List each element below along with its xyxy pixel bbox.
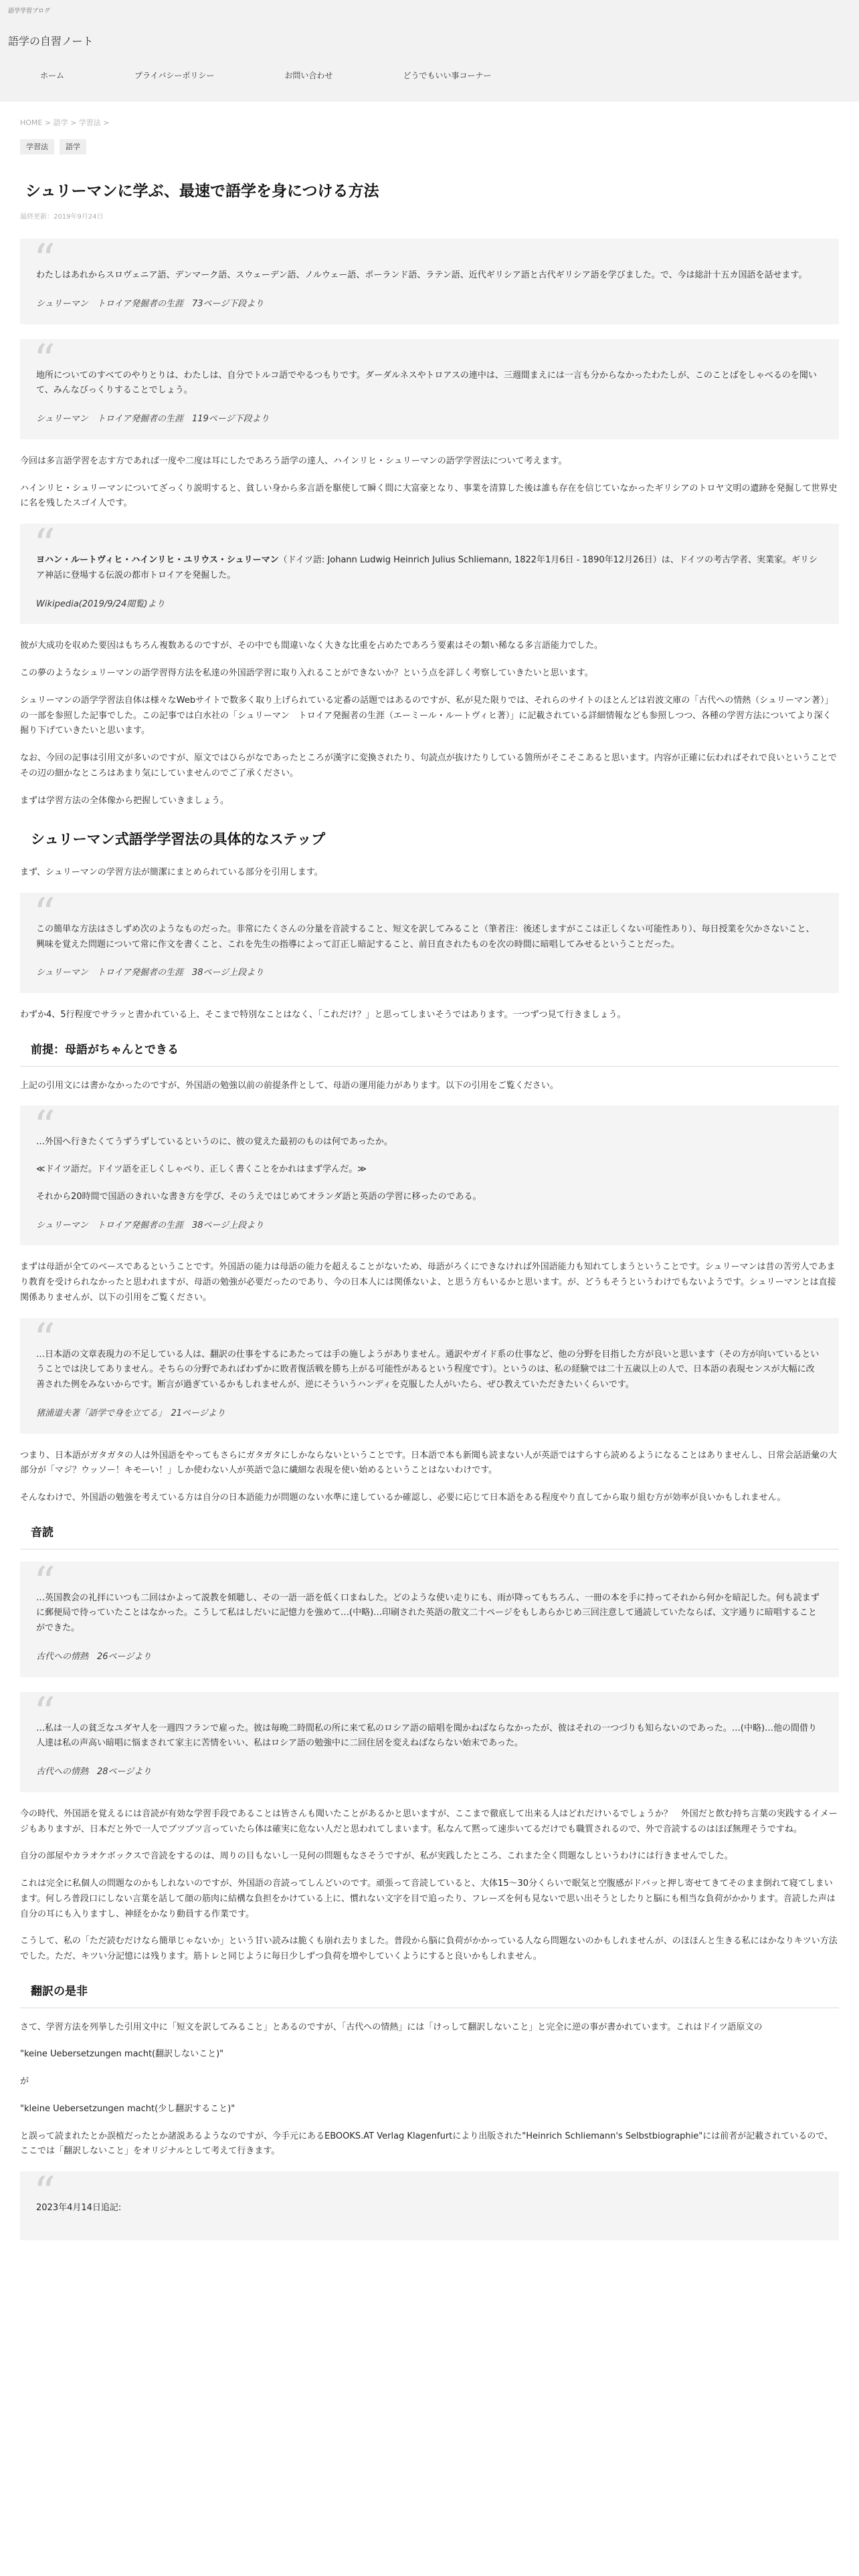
site-title-link[interactable]: 語学の自習ノート xyxy=(8,35,94,47)
paragraph: まず、シュリーマンの学習方法が簡潔にまとめられている部分を引用します。 xyxy=(20,867,323,877)
paragraph: "kleine Uebersetzungen macht(少し翻訳すること)" xyxy=(20,2103,235,2114)
quote-citation: 猪浦道夫著「語学で身を立てる」 21ページより xyxy=(36,1408,225,1418)
nav-contact[interactable]: お問い合わせ xyxy=(284,71,333,80)
quote-line: “ …外国へ行きたくてうずうずしているというのに、彼の覚えた最初のものは何であったか。 xyxy=(36,1137,393,1148)
quote-text: “ わたしはあれからスロヴェニア語、デンマーク語、スウェーデン語、ノルウェー語、ポーランド語、ラテン語、近代ギリシア語と古代ギリシア語を学びました。で、今は総計十五カ国語を話せます。 xyxy=(36,270,807,280)
nav-home[interactable]: ホーム xyxy=(40,71,65,80)
quote-citation: シュリーマン トロイア発掘者の生涯 38ページ上段より xyxy=(36,1220,264,1230)
paragraph: と誤って読まれたとか誤植だったとか諸説あるようなのですが、今手元にあるEBOOKS.AT Verlag Klagenfurtにより出版された"Heinrich Schliemann's Selbstbiographie"には前者が記載されているので、ここでは「翻訳しないこと」をオリジナルとして考えて行きます。 xyxy=(20,2131,833,2157)
paragraph: "keine Uebersetzungen macht(翻訳しないこと)" xyxy=(20,2049,224,2060)
paragraph: これは完全に私個人の問題なのかもしれないのですが、外国語の音読ってしんどいのです。頑張って音読していると、大体15〜30分くらいで眠気と空腹感がドバッと押し寄せてきてそのまま倒れて寝てしまいます。何しろ普段口にしない言葉を話して顔の筋肉に結構な負担をかけている上に、慣れない文字を目で追ったり、フレーズを何も見ないで思い出そうとしたりと脳にも相当な負荷がかかります。音読した声は自分の耳にも入りますし、神経をかなり動員する作業です。 xyxy=(20,1879,836,1919)
paragraph: まずは学習方法の全体像から把握していきましょう。 xyxy=(20,795,229,806)
paragraph: ハインリヒ・シュリーマンについてざっくり説明すると、貧しい身から多言語を駆使して瞬く間に大富豪となり、事業を清算した後は誰も存在を信じていなかったギリシアのトロヤ文明の遺跡を発掘して世界史に名を残したスゴイ人です。 xyxy=(20,483,838,509)
paragraph: まずは母語が全てのベースであるということです。外国語の能力は母語の能力を超えることがないため、母語がろくにできなければ外国語能力も知れてしまうということです。シュリーマンは昔の苦労人であまり教育を受けられなかったと思われますが、母語の勉強が必要だったのであり、今の日本人には関係ないよ、と思う方もいるかと思います。が、どうもそうというわけでもないようです。シュリーマンとは直接関係ありませんが、以下の引用をご覧ください。 xyxy=(20,1262,836,1303)
quote-line: ≪ドイツ語だ。ドイツ語を正しくしゃべり、正しく書くことをかれはまず学んだ。≫ xyxy=(36,1164,367,1174)
category-tag-language[interactable]: 語学 xyxy=(60,139,86,154)
paragraph: 自分の部屋やカラオケボックスで音読をするのは、周りの目もないし一見何の問題もなさそうですが、私が実践したところ、これまた全く問題なしというわけには行きませんでした。 xyxy=(20,1851,733,1862)
blockquote xyxy=(20,1318,839,1434)
blockquote xyxy=(20,339,839,439)
nav-privacy-policy[interactable]: プライバシーポリシー xyxy=(134,71,215,80)
paragraph: わずか4、5行程度でサラッと書かれている上、そこまで特別なことはなく、「これだけ？」と思ってしまいそうではあります。一つずつ見て行きましょう。 xyxy=(20,1010,626,1020)
nav-misc-corner[interactable]: どうでもいい事コーナー xyxy=(403,71,492,80)
quote-citation[interactable]: Wikipedia(2019/9/24閲覧)より xyxy=(36,599,165,609)
quote-text-rest: （ドイツ語: Johann Ludwig Heinrich Julius Schliemann, 1822年1月6日 - 1890年12月26日）は、ドイツの考古学者、実業家。ギリシア神話に登場する伝説の都市トロイアを発掘した。 xyxy=(36,555,818,580)
paragraph: シュリーマンの語学学習法自体は様々なWebサイトで数多く取り上げられている定番の話題ではあるのですが、私が見た限りでは、それらのサイトのほとんどは岩波文庫の「古代への情熱（シュリーマン著）」の一部を参照した記事でした。この記事では白水社の「シュリーマン トロイア発掘者の生涯（エーミール・ルートヴィヒ著）」に記載されている詳細情報なども参照しつつ、各種の学習方法についてより深く掘り下げていきたいと思います。 xyxy=(20,695,834,736)
category-tags xyxy=(20,139,86,154)
subheading-prerequisite: 前提：母語がちゃんとできる xyxy=(20,1041,839,1067)
blockquote xyxy=(20,1692,839,1792)
section-heading-steps: シュリーマン式語学学習法の具体的なステップ xyxy=(31,831,326,848)
quote-name: ヨハン・ルートヴィヒ・ハインリヒ・ユリウス・シュリーマン xyxy=(36,555,279,565)
site-header xyxy=(0,0,859,102)
blockquote xyxy=(20,2171,839,2240)
blockquote xyxy=(20,1562,839,1677)
paragraph: が xyxy=(20,2076,29,2086)
quote-citation: シュリーマン トロイア発掘者の生涯 73ページ下段より xyxy=(36,298,264,309)
blockquote xyxy=(20,524,839,624)
subheading-reading-aloud: 音読 xyxy=(20,1523,839,1549)
blockquote xyxy=(20,893,839,993)
quote-citation: シュリーマン トロイア発掘者の生涯 38ページ上段より xyxy=(36,968,264,978)
quote-citation: 古代への情熱 28ページより xyxy=(36,1767,152,1777)
category-tag-study-method[interactable]: 学習法 xyxy=(20,139,54,154)
breadcrumb[interactable]: HOME > 語学 > 学習法 > xyxy=(20,118,110,127)
quote-text: “ 2023年4月14日追記: xyxy=(36,2203,122,2213)
quote-citation: シュリーマン トロイア発掘者の生涯 119ページ下段より xyxy=(36,414,270,424)
paragraph: こうして、私の「ただ読むだけなら簡単じゃないか」という甘い読みは脆くも崩れ去りました。普段から脳に負荷がかかっている人なら問題ないのかもしれませんが、のほほんと生きる私にはかなりキツい方法でした。ただ、キツい分記憶には残ります。筋トレと同じように毎日少しずつ負荷を増やしていくようにすると良いかもしれません。 xyxy=(20,1936,838,1961)
post-title: シュリーマンに学ぶ、最速で語学を身につける方法 xyxy=(25,183,379,200)
paragraph: 彼が大成功を収めた要因はもちろん複数あるのですが、その中でも間違いなく大きな比重を占めたであろう要素はその類い稀なる多言語能力でした。 xyxy=(20,641,603,651)
quote-text xyxy=(36,553,823,584)
site-tagline: 語学学習ブログ xyxy=(8,8,51,15)
paragraph: なお、今回の記事は引用文が多いのですが、原文ではひらがなであったところが漢字に変換されたり、句読点が抜けたりしている箇所がそこそこあると思います。内容が正確に伝わればそれで良いということでその辺の細かなところはあまり気にしていませんのでご了承ください。 xyxy=(20,753,837,778)
quote-text: “ …日本語の文章表現力の不足している人は、翻訳の仕事をするにあたっては手の施しようがありません。通訳やガイド系の仕事など、他の分野を目指した方が良いと思います（その方が向いているということでは決してありません。そちらの分野であればわずかに敗者復活戦を勝ち上がる可能性があるという程度です）。というのは、私の経験では二十五歳以上の人で、日本語の表現センスが大幅に改善された例をみないからです。断言が過ぎているかもしれませんが、逆にそういうハンディを克服した人がいたら、ぜひ教えていただきたいくらいです。 xyxy=(36,1349,820,1390)
updated-date: 最終更新：2019年9月24日 xyxy=(20,213,104,221)
quote-text: “ この簡単な方法はさしずめ次のようなものだった。非常にたくさんの分量を音読すること、短文を訳してみること（筆者注：後述しますがここは正しくない可能性あり）、毎日授業を欠かさないこと、興味を覚えた問題について常に作文を書くこと、これを先生の指導によって訂正し暗記すること、前日直されたものを次の時間に暗唱してみせるということだった。 xyxy=(36,924,815,950)
article-body xyxy=(20,239,839,2255)
quote-line: それから20時間で国語のきれいな書き方を学び、そのうえではじめてオランダ語と英語の学習に移ったのである。 xyxy=(36,1191,482,1202)
paragraph: つまり、日本語がガタガタの人は外国語をやってもさらにガタガタにしかならないということです。日本語で本も新聞も読まない人が英語ではすらすら読めるようになることはありませんし、日常会話語彙の大部分が「マジ？ウッソー！キモーい！」しか使わない人が英語で急に繊細な表現を使い始めるということはないわけです。 xyxy=(20,1450,837,1476)
blockquote xyxy=(20,239,839,324)
quote-citation: 古代への情熱 26ページより xyxy=(36,1651,152,1662)
main-nav xyxy=(0,69,521,83)
subheading-translation: 翻訳の是非 xyxy=(20,1982,839,2008)
blockquote xyxy=(20,1105,839,1245)
paragraph: この夢のようなシュリーマンの語学習得方法を私達の外国語学習に取り入れることができないか？という点を詳しく考察していきたいと思います。 xyxy=(20,668,593,678)
paragraph: 今回は多言語学習を志す方であれば一度や二度は耳にしたであろう語学の達人、ハインリヒ・シュリーマンの語学学習法について考えます。 xyxy=(20,455,567,466)
paragraph: 上記の引用文には書かなかったのですが、外国語の勉強以前の前提条件として、母語の運用能力があります。以下の引用をご覧ください。 xyxy=(20,1080,559,1091)
paragraph: 今の時代、外国語を覚えるには音読が有効な学習手段であることは皆さんも聞いたことがあるかと思いますが、ここまで徹底して出来る人はどれだけいるでしょうか？ 外国だと飲む持ち言葉の実践するイメージもありますが、日本だと外で一人でブツブツ言っていたら体は確実に危ない人だと思われてしまいます。私なんて黙って速歩いてるだけでも職質されるので、外で音読するのはほぼ無理そうですね。 xyxy=(20,1808,838,1834)
quote-text: “ 地所についてのすべてのやりとりは、わたしは、自分でトルコ語でやるつもりです。ダーダルネスやトロアスの連中は、三週間まえには一言も分からなかったわたしが、このことばをしゃべるのを聞いて、みんなびっくりすることでしょう。 xyxy=(36,370,817,396)
paragraph: さて、学習方法を列挙した引用文中に「短文を訳してみること」とあるのですが、「古代への情熱」には「けっして翻訳しないこと」と完全に逆の事が書かれています。これはドイツ語原文の xyxy=(20,2022,763,2032)
paragraph: そんなわけで、外国語の勉強を考えている方は自分の日本語能力が問題のない水準に達しているか確認し、必要に応じて日本語をある程度やり直してから取り組む方が効率が良いかもしれません。 xyxy=(20,1493,786,1503)
quote-text: “ …私は一人の貧乏なユダヤ人を一週四フランで雇った。彼は毎晩二時間私の所に来て私のロシア語の暗唱を聞かねばならなかったが、彼はそれの一つづりも知らないのであった。…(中略)…他の間借り人達は私の声高い暗唱に悩まされて家主に苦情をいい、私はロシア語の勉強中に二回住居を変えねばならない始末であった。 xyxy=(36,1723,818,1749)
quote-text: “ …英国教会の礼拝にいつも二回はかよって説教を傾聴し、その一語一語を低く口まねした。どのような使い走りにも、雨が降ってもちろん、一冊の本を手に持ってそれから何かを暗記した。何も読まずに郵便局で待っていたことはなかった。こうして私はしだいに記憶力を強めて…(中略)…印刷された英語の散文二十ページをもしあらかじめ三回注意して通読していたならば、文字通りに暗唱することができた。 xyxy=(36,1592,820,1633)
